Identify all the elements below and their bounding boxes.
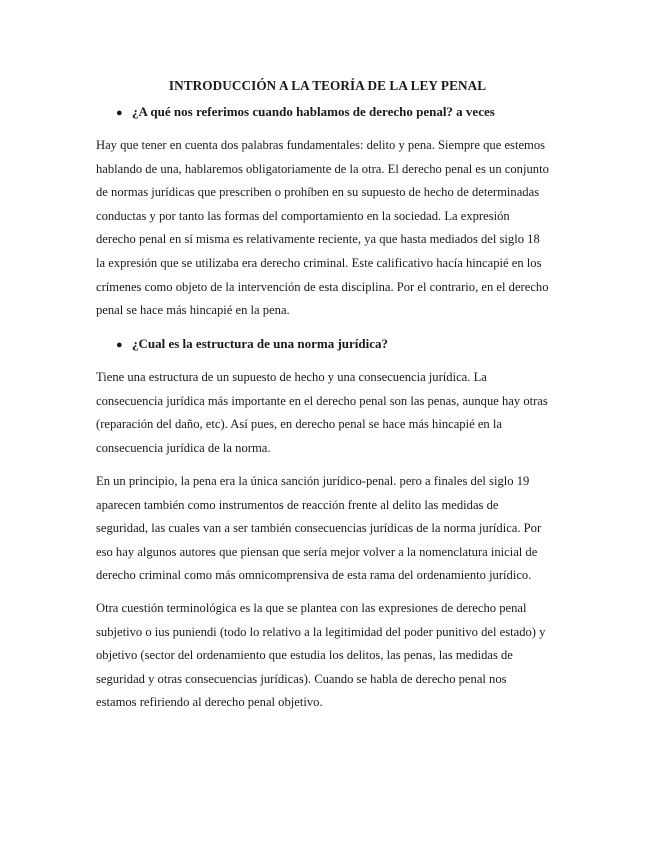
paragraph-line: Tiene una estructura de un supuesto de hecho y una consecuencia jurídica. La <box>96 370 487 384</box>
section-heading-text: ¿A qué nos referimos cuando hablamos de derecho penal? a veces <box>132 104 495 119</box>
paragraph-line: estamos refiriendo al derecho penal objetivo. <box>96 695 323 710</box>
paragraph-line: conductas y por tanto las formas del comportamiento en la sociedad. La expresión <box>96 208 510 223</box>
paragraph-line: eso hay algunos autores que piensan que sería mejor volver a la nomenclatura inicial de <box>96 544 538 559</box>
paragraph-line: seguridad, las cuales van a ser también consecuencias jurídicas de la norma jurídica. Por <box>96 521 542 536</box>
paragraph-line: la expresión que se utilizaba era derecho criminal. Este calificativo hacía hincapié en los <box>96 255 542 270</box>
section-heading-1 <box>116 104 495 121</box>
bullet-icon: ● <box>116 339 123 351</box>
paragraph-line: subjetivo o ius puniendi (todo lo relativo a la legitimidad del poder punitivo del estado) y <box>96 624 546 639</box>
bullet-icon: ● <box>116 107 123 119</box>
paragraph-line: Otra cuestión terminológica es la que se plantea con las expresiones de derecho penal <box>96 601 527 615</box>
paragraph-line: hablando de una, hablaremos obligatoriamente de la otra. El derecho penal es un conjunto <box>96 161 549 176</box>
paragraph-line: aparecen también como instrumentos de reacción frente al delito las medidas de <box>96 497 499 512</box>
paragraph-line: consecuencia jurídica de la norma. <box>96 440 271 455</box>
paragraph-line: penal se hace más hincapié en la pena. <box>96 303 290 318</box>
paragraph-line: objetivo (sector del ordenamiento que estudia los delitos, las penas, las medidas de <box>96 648 513 663</box>
paragraph-2 <box>96 366 566 460</box>
paragraph-line: Hay que tener en cuenta dos palabras fundamentales: delito y pena. Siempre que estemos <box>96 138 546 152</box>
paragraph-line: de normas jurídicas que prescriben o prohíben en su supuesto de hecho de determinadas <box>96 185 540 200</box>
paragraph-line: derecho penal en sí misma es relativamente reciente, ya que hasta mediados del siglo 18 <box>96 232 540 247</box>
paragraph-line: crímenes como objeto de la intervención de esta disciplina. Por el contrario, en el derecho <box>96 279 549 294</box>
paragraph-line: (reparación del daño, etc). Así pues, en derecho penal se hace más hincapié en la <box>96 417 502 432</box>
paragraph-4 <box>96 597 566 715</box>
paragraph-line: seguridad y otras consecuencias jurídicas). Cuando se habla de derecho penal nos <box>96 671 507 686</box>
section-heading-text: ¿Cual es la estructura de una norma jurídica? <box>132 336 389 351</box>
paragraph-3 <box>96 470 566 588</box>
paragraph-1 <box>96 134 566 323</box>
paragraph-line: derecho criminal como más omnicomprensiva de esta rama del ordenamiento jurídico. <box>96 568 532 583</box>
page-title: INTRODUCCIÓN A LA TEORÍA DE LA LEY PENAL <box>168 78 487 93</box>
section-heading-2 <box>116 336 388 353</box>
paragraph-line: En un principio, la pena era la única sanción jurídico-penal. pero a finales del siglo 19 <box>96 474 530 488</box>
paragraph-line: consecuencia jurídica más importante en el derecho penal son las penas, aunque hay otras <box>96 393 548 408</box>
